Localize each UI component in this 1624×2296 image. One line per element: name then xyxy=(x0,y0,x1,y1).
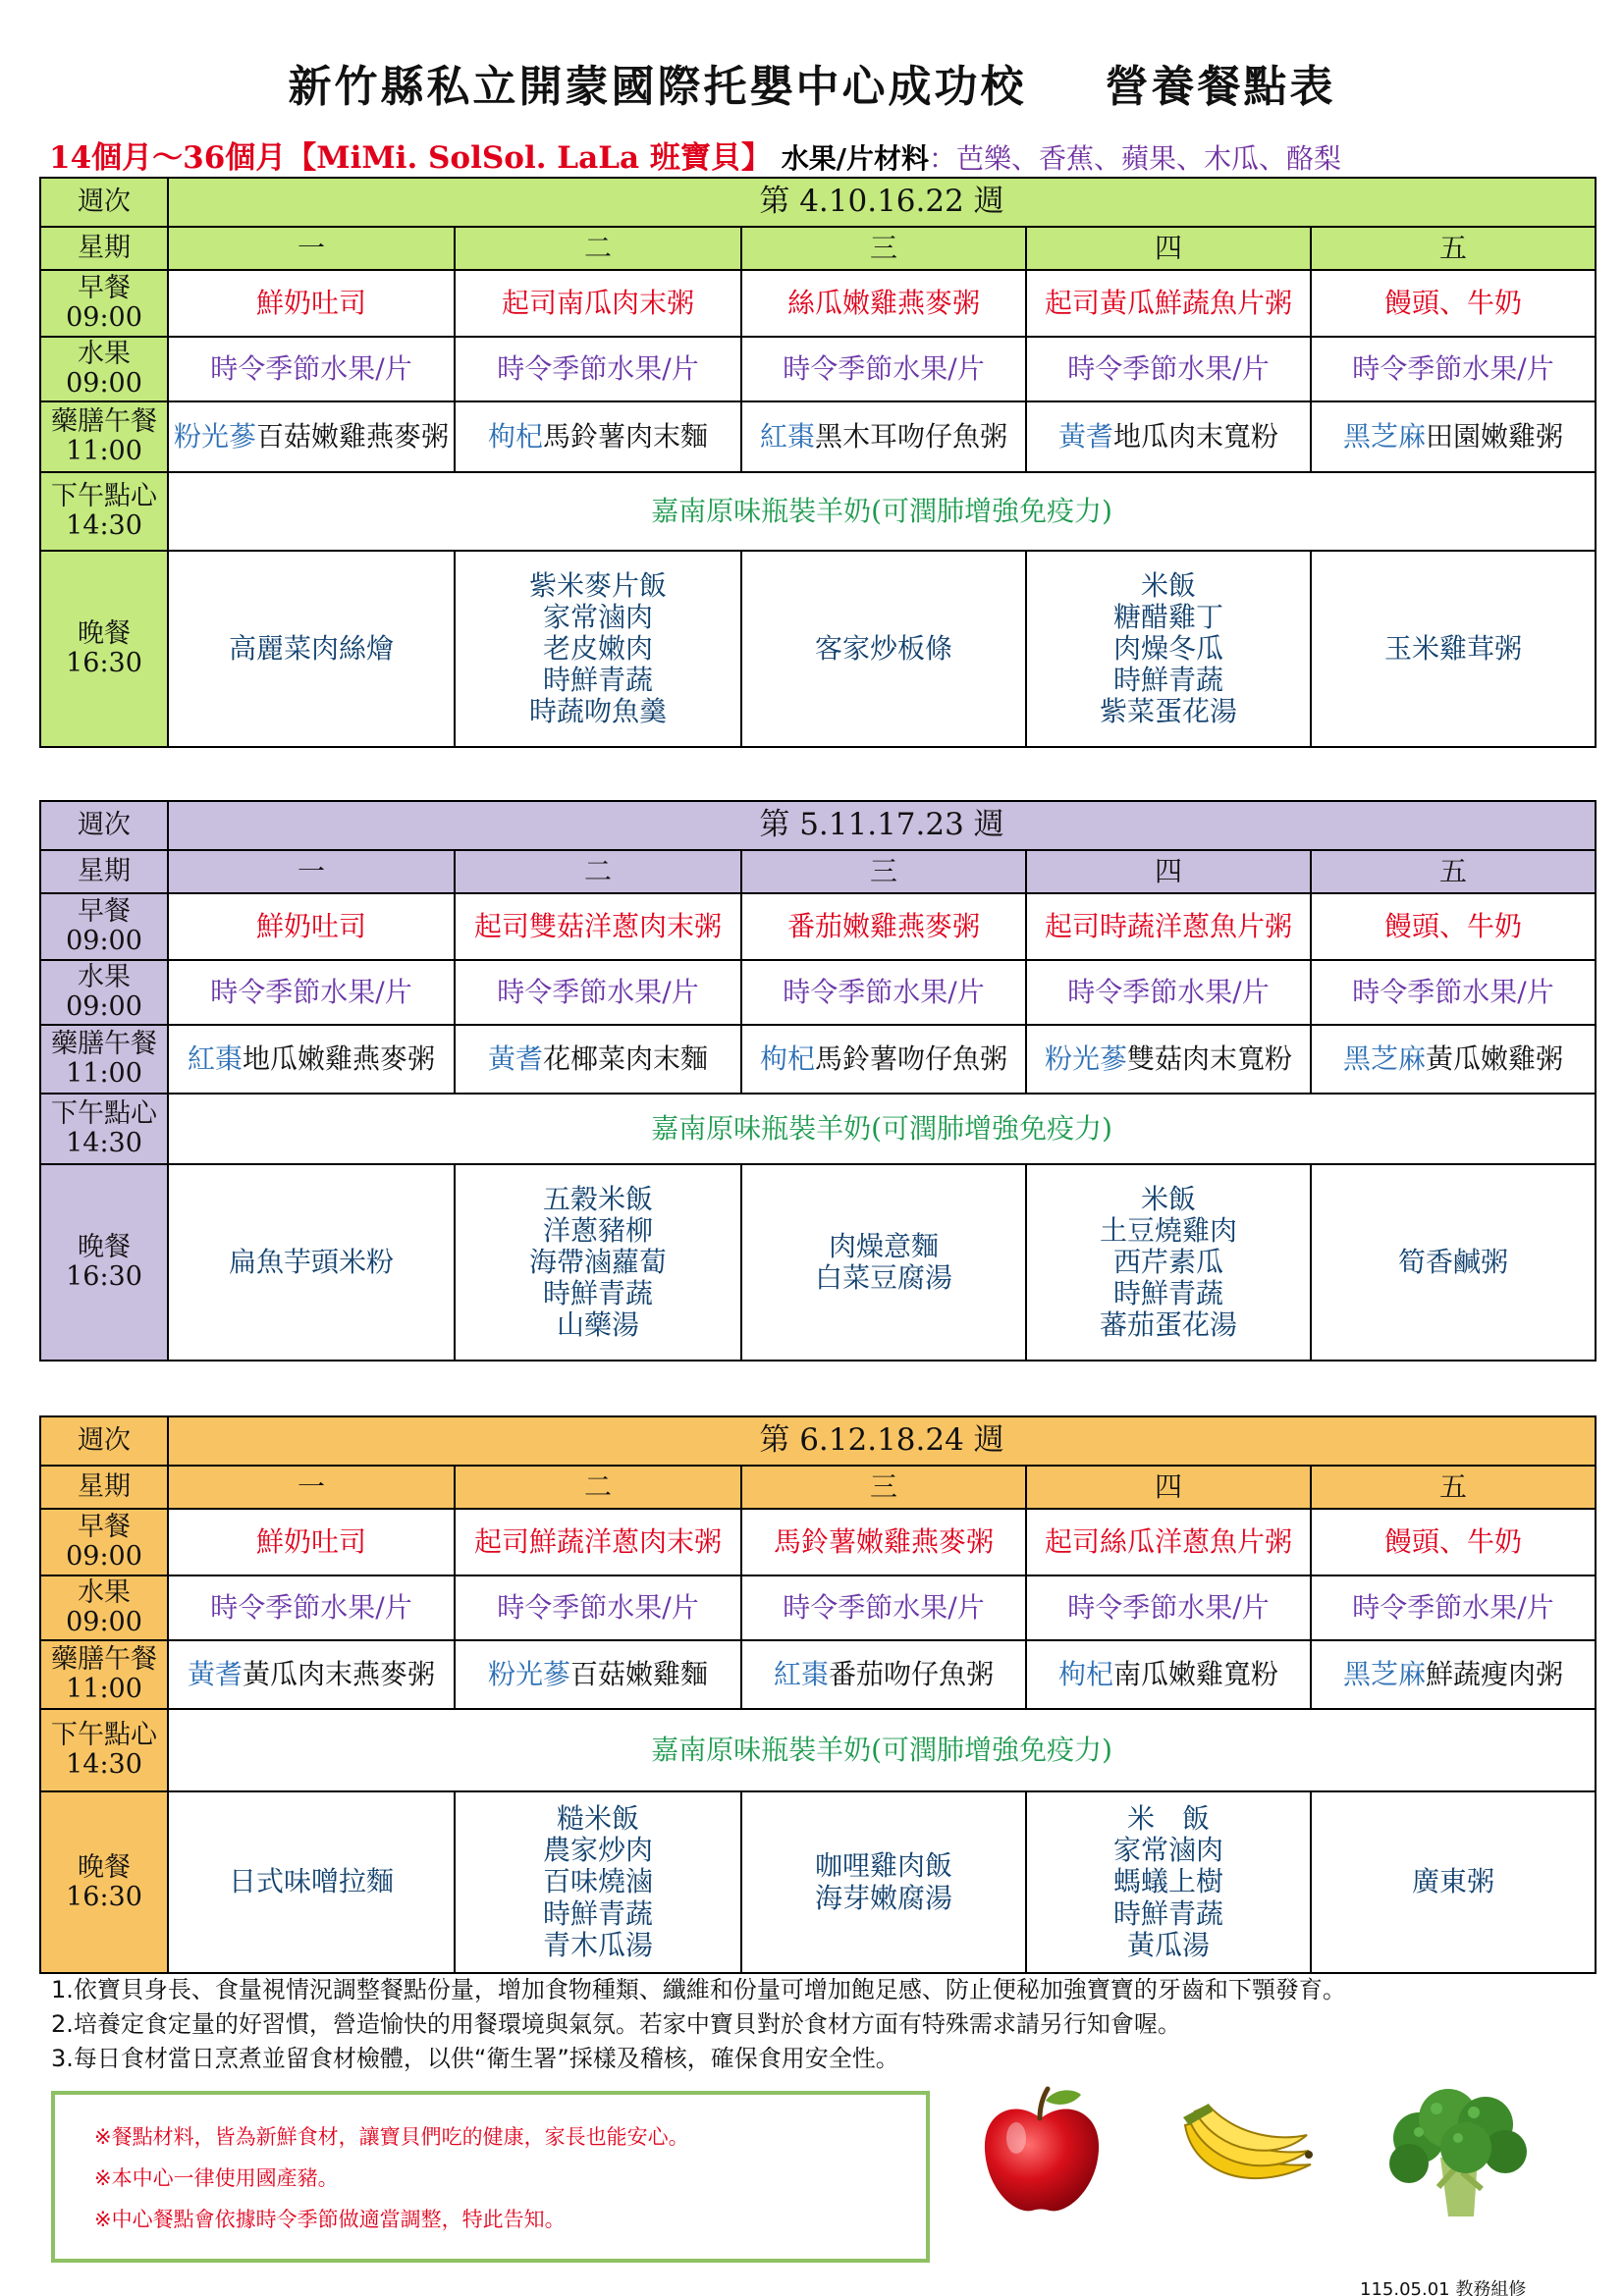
weekday-header: 五 xyxy=(1311,1466,1596,1509)
fruit-label-line: 水果 xyxy=(78,1577,131,1609)
dinner-cell xyxy=(1311,1164,1596,1361)
dinner-item: 肉燥意麵 xyxy=(828,1229,939,1262)
fruit-cell: 時令季節水果/片 xyxy=(1026,1575,1311,1640)
breakfast-label-line: 09:00 xyxy=(66,302,142,333)
fruit-cell: 時令季節水果/片 xyxy=(168,337,455,401)
weekday-header: 四 xyxy=(1026,1466,1311,1509)
dinner-item: 筍香鹹粥 xyxy=(1398,1245,1509,1278)
lunch-dish: 南瓜嫩雞寬粉 xyxy=(1113,1657,1279,1690)
dinner-cell xyxy=(741,1164,1026,1361)
dinner-label-line: 晚餐 xyxy=(78,1851,131,1883)
dinner-item: 五穀米飯 xyxy=(542,1182,653,1215)
lunch-cell xyxy=(455,1025,741,1094)
dinner-item: 廣東粥 xyxy=(1412,1865,1495,1898)
note-item: 1.依寶貝身長、食量視情況調整餐點份量，增加食物種類、纖維和份量可增加飽足感、防止便秘加強寶寶的牙齒和下顎發育。 xyxy=(51,1976,1346,2003)
dinner-cell xyxy=(455,1164,741,1361)
dinner-label-line: 晚餐 xyxy=(78,1232,131,1263)
lunch-row xyxy=(40,1640,1596,1709)
dinner-item: 咖哩雞肉飯 xyxy=(814,1849,952,1883)
dinner-cell xyxy=(168,1164,455,1361)
dinner-row xyxy=(40,1791,1596,1973)
breakfast-cell: 鮮奶吐司 xyxy=(168,893,455,960)
herb-ingredient: 枸杞 xyxy=(487,419,543,453)
weekday-header: 二 xyxy=(455,227,741,270)
week-label: 週次 xyxy=(40,801,168,850)
weekday-header: 五 xyxy=(1311,850,1596,893)
dinner-row xyxy=(40,551,1596,747)
week-row xyxy=(40,801,1596,850)
breakfast-label-line: 09:00 xyxy=(66,926,142,956)
dinner-cell xyxy=(741,1791,1026,1973)
note-item: 3.每日食材當日烹煮並留食材檢體，以供“衛生署”採樣及稽核，確保食用安全性。 xyxy=(51,2044,899,2072)
dinner-cell xyxy=(1311,551,1596,747)
dinner-item: 米 飯 xyxy=(1126,1802,1210,1836)
lunch-cell xyxy=(455,401,741,472)
dinner-cell xyxy=(455,1791,741,1973)
apple-icon xyxy=(977,2081,1105,2218)
menu-table-week-group-3 xyxy=(39,1415,1597,1974)
notice-item: ※本中心一律使用國產豬。 xyxy=(94,2166,339,2190)
lunch-dish: 馬鈴薯吻仔魚粥 xyxy=(815,1041,1008,1075)
herb-ingredient: 枸杞 xyxy=(1057,1657,1113,1690)
dinner-item: 米飯 xyxy=(1140,1182,1196,1215)
dinner-cell xyxy=(1026,1164,1311,1361)
dinner-label-line: 晚餐 xyxy=(78,618,131,650)
lunch-label xyxy=(40,1025,168,1094)
dinner-item: 高麗菜肉絲燴 xyxy=(228,631,394,665)
dinner-item: 螞蟻上樹 xyxy=(1112,1865,1223,1898)
dinner-label xyxy=(40,1791,168,1973)
lunch-dish: 番茄吻仔魚粥 xyxy=(829,1657,995,1690)
breakfast-label-line: 早餐 xyxy=(78,1512,131,1543)
fruit-cell: 時令季節水果/片 xyxy=(1311,337,1596,401)
fruit-label: 水果/片材料 xyxy=(781,142,929,175)
breakfast-cell: 鮮奶吐司 xyxy=(168,270,455,337)
revision-note: 115.05.01 教務組修 xyxy=(1360,2279,1527,2296)
dinner-cell xyxy=(168,1791,455,1973)
fruit-cell: 時令季節水果/片 xyxy=(741,960,1026,1025)
snack-label-line: 下午點心 xyxy=(51,1098,157,1130)
lunch-dish: 黑木耳吻仔魚粥 xyxy=(815,419,1008,453)
fruit-cell: 時令季節水果/片 xyxy=(741,1575,1026,1640)
fruit-cell: 時令季節水果/片 xyxy=(1026,337,1311,401)
dinner-cell xyxy=(455,551,741,747)
weekday-header: 三 xyxy=(741,227,1026,270)
lunch-dish: 田園嫩雞粥 xyxy=(1426,419,1564,453)
breakfast-label-line: 09:00 xyxy=(66,1541,142,1572)
dinner-item: 肉燥冬瓜 xyxy=(1112,631,1223,665)
lunch-cell xyxy=(1311,401,1596,472)
weekday-label: 星期 xyxy=(40,1466,168,1509)
note-item: 2.培養定食定量的好習慣，營造愉快的用餐環境與氣氛。若家中寶貝對於食材方面有特殊需求請另行知會喔。 xyxy=(51,2009,1181,2038)
breakfast-cell: 馬鈴薯嫩雞燕麥粥 xyxy=(741,1509,1026,1575)
fruit-label-line: 09:00 xyxy=(66,991,142,1022)
fruit-cell: 時令季節水果/片 xyxy=(168,1575,455,1640)
fruit-cell: 時令季節水果/片 xyxy=(455,1575,741,1640)
fruit-cell: 時令季節水果/片 xyxy=(455,960,741,1025)
lunch-cell xyxy=(1026,1025,1311,1094)
dinner-item: 土豆燒雞肉 xyxy=(1099,1213,1237,1247)
breakfast-label xyxy=(40,893,168,960)
dinner-item: 蕃茄蛋花湯 xyxy=(1099,1308,1237,1342)
lunch-label-line: 11:00 xyxy=(66,1674,142,1704)
week-title: 第 6.12.18.24 週 xyxy=(168,1416,1596,1466)
notice-item: ※中心餐點會依據時令季節做適當調整，特此告知。 xyxy=(94,2208,566,2231)
fruit-cell: 時令季節水果/片 xyxy=(1311,960,1596,1025)
dinner-item: 老皮嫩肉 xyxy=(542,631,653,665)
breakfast-cell: 饅頭、牛奶 xyxy=(1311,270,1596,337)
dinner-item: 扁魚芋頭米粉 xyxy=(228,1245,394,1278)
breakfast-cell: 鮮奶吐司 xyxy=(168,1509,455,1575)
weekday-header: 五 xyxy=(1311,227,1596,270)
dinner-cell xyxy=(168,551,455,747)
lunch-cell xyxy=(1311,1640,1596,1709)
fruit-label xyxy=(40,1575,168,1640)
breakfast-label-line: 早餐 xyxy=(78,896,131,928)
snack-label-line: 14:30 xyxy=(66,510,142,541)
snack-label xyxy=(40,1709,168,1791)
week-title: 第 5.11.17.23 週 xyxy=(168,801,1596,850)
dinner-row xyxy=(40,1164,1596,1361)
dinner-cell xyxy=(1026,551,1311,747)
notes xyxy=(51,1973,1346,2075)
dinner-item: 海芽嫩腐湯 xyxy=(814,1881,952,1914)
weekday-header: 一 xyxy=(168,1466,455,1509)
weekday-header: 四 xyxy=(1026,850,1311,893)
weekday-header: 一 xyxy=(168,227,455,270)
weekday-header: 四 xyxy=(1026,227,1311,270)
dinner-item: 糖醋雞丁 xyxy=(1112,600,1223,633)
dinner-label xyxy=(40,551,168,747)
dinner-cell xyxy=(1026,1791,1311,1973)
snack-row xyxy=(40,472,1596,551)
broccoli-icon xyxy=(1380,2079,1537,2221)
dinner-item: 玉米雞茸粥 xyxy=(1384,631,1523,665)
herb-ingredient: 紅棗 xyxy=(773,1657,829,1690)
dinner-item: 西芹素瓜 xyxy=(1112,1245,1223,1278)
weekday-header: 三 xyxy=(741,850,1026,893)
lunch-cell xyxy=(741,401,1026,472)
snack-row xyxy=(40,1094,1596,1164)
fruit-cell: 時令季節水果/片 xyxy=(455,337,741,401)
weekday-header: 二 xyxy=(455,850,741,893)
fruit-row xyxy=(40,960,1596,1025)
breakfast-cell: 番茄嫩雞燕麥粥 xyxy=(741,893,1026,960)
snack-label-line: 14:30 xyxy=(66,1749,142,1780)
weekday-header: 一 xyxy=(168,850,455,893)
dinner-item: 糙米飯 xyxy=(556,1802,639,1836)
snack-label-line: 下午點心 xyxy=(51,481,157,512)
fruit-label-line: 09:00 xyxy=(66,368,142,399)
lunch-cell xyxy=(168,1025,455,1094)
fruit-row xyxy=(40,337,1596,401)
snack-cell: 嘉南原味瓶裝羊奶(可潤肺增強免疫力) xyxy=(168,472,1596,551)
lunch-label-line: 11:00 xyxy=(66,1058,142,1089)
lunch-dish: 黃瓜肉末燕麥粥 xyxy=(243,1657,436,1690)
week-label: 週次 xyxy=(40,1416,168,1466)
snack-label xyxy=(40,472,168,551)
lunch-dish: 花椰菜肉末麵 xyxy=(543,1041,709,1075)
breakfast-label-line: 早餐 xyxy=(78,273,131,304)
lunch-cell xyxy=(168,1640,455,1709)
lunch-label xyxy=(40,1640,168,1709)
dinner-item: 時蔬吻魚羹 xyxy=(528,695,667,728)
document-name: 營養餐點表 xyxy=(1105,62,1336,112)
dinner-item: 客家炒板條 xyxy=(814,631,952,665)
snack-cell: 嘉南原味瓶裝羊奶(可潤肺增強免疫力) xyxy=(168,1709,1596,1791)
breakfast-row xyxy=(40,893,1596,960)
weekday-header: 三 xyxy=(741,1466,1026,1509)
herb-ingredient: 粉光蔘 xyxy=(173,419,256,453)
snack-label-line: 14:30 xyxy=(66,1128,142,1158)
breakfast-cell: 饅頭、牛奶 xyxy=(1311,893,1596,960)
dinner-item: 時鮮青蔬 xyxy=(1112,1277,1223,1310)
fruit-label xyxy=(40,960,168,1025)
lunch-dish: 百菇嫩雞麵 xyxy=(570,1657,709,1690)
dinner-item: 時鮮青蔬 xyxy=(542,1277,653,1310)
dinner-label xyxy=(40,1164,168,1361)
fruit-cell: 時令季節水果/片 xyxy=(168,960,455,1025)
menu-table-week-group-1 xyxy=(39,177,1597,748)
herb-ingredient: 黃耆 xyxy=(1057,419,1113,453)
dinner-label-line: 16:30 xyxy=(66,1261,142,1292)
dinner-label-line: 16:30 xyxy=(66,1881,142,1912)
dinner-item: 青木瓜湯 xyxy=(542,1928,653,1961)
weekday-row xyxy=(40,1466,1596,1509)
breakfast-label xyxy=(40,270,168,337)
notice-item: ※餐點材料，皆為新鮮食材，讓寶貝們吃的健康，家長也能安心。 xyxy=(94,2125,689,2149)
breakfast-cell: 絲瓜嫩雞燕麥粥 xyxy=(741,270,1026,337)
dinner-item: 海帶滷蘿蔔 xyxy=(528,1245,667,1278)
dinner-item: 洋蔥豬柳 xyxy=(542,1213,653,1247)
lunch-dish: 鮮蔬瘦肉粥 xyxy=(1426,1657,1564,1690)
lunch-row xyxy=(40,401,1596,472)
dinner-item: 時鮮青蔬 xyxy=(542,664,653,697)
dinner-item: 農家炒肉 xyxy=(542,1834,653,1867)
fruit-label xyxy=(40,337,168,401)
lunch-cell xyxy=(455,1640,741,1709)
lunch-label-line: 11:00 xyxy=(66,436,142,466)
dinner-item: 日式味噌拉麵 xyxy=(228,1865,394,1898)
week-label: 週次 xyxy=(40,178,168,227)
dinner-item: 米飯 xyxy=(1140,568,1196,602)
age-class-label: 14個月～36個月【MiMi. SolSol. LaLa 班寶貝】 xyxy=(49,140,772,176)
lunch-dish: 地瓜肉末寬粉 xyxy=(1113,419,1279,453)
dinner-item: 紫米麥片飯 xyxy=(528,568,667,602)
weekday-row xyxy=(40,850,1596,893)
breakfast-label xyxy=(40,1509,168,1575)
weekday-label: 星期 xyxy=(40,850,168,893)
breakfast-cell: 起司鮮蔬洋蔥肉末粥 xyxy=(455,1509,741,1575)
dinner-label-line: 16:30 xyxy=(66,648,142,678)
breakfast-cell: 饅頭、牛奶 xyxy=(1311,1509,1596,1575)
school-name: 新竹縣私立開蒙國際托嬰中心成功校 xyxy=(288,62,1027,112)
notice-box xyxy=(51,2091,930,2263)
dinner-item: 家常滷肉 xyxy=(1112,1834,1223,1867)
breakfast-cell: 起司雙菇洋蔥肉末粥 xyxy=(455,893,741,960)
dinner-item: 紫菜蛋花湯 xyxy=(1099,695,1237,728)
fruit-cell: 時令季節水果/片 xyxy=(1311,1575,1596,1640)
breakfast-row xyxy=(40,270,1596,337)
dinner-item: 時鮮青蔬 xyxy=(1112,664,1223,697)
herb-ingredient: 粉光蔘 xyxy=(487,1657,570,1690)
lunch-label xyxy=(40,401,168,472)
herb-ingredient: 黃耆 xyxy=(187,1657,243,1690)
breakfast-cell: 起司時蔬洋蔥魚片粥 xyxy=(1026,893,1311,960)
fruit-label-line: 09:00 xyxy=(66,1607,142,1637)
lunch-label-line: 藥膳午餐 xyxy=(51,1029,157,1060)
dinner-item: 時鮮青蔬 xyxy=(1112,1896,1223,1930)
herb-ingredient: 粉光蔘 xyxy=(1044,1041,1127,1075)
snack-label xyxy=(40,1094,168,1164)
fruit-cell: 時令季節水果/片 xyxy=(1026,960,1311,1025)
lunch-dish: 地瓜嫩雞燕麥粥 xyxy=(243,1041,436,1075)
fruit-cell: 時令季節水果/片 xyxy=(741,337,1026,401)
breakfast-cell: 起司黃瓜鮮蔬魚片粥 xyxy=(1026,270,1311,337)
lunch-dish: 馬鈴薯肉末麵 xyxy=(543,419,709,453)
dinner-item: 山藥湯 xyxy=(556,1308,639,1342)
herb-ingredient: 紅棗 xyxy=(187,1041,243,1075)
dinner-cell xyxy=(741,551,1026,747)
dinner-item: 白菜豆腐湯 xyxy=(814,1261,952,1294)
lunch-label-line: 藥膳午餐 xyxy=(51,406,157,438)
week-row xyxy=(40,178,1596,227)
lunch-cell xyxy=(1026,1640,1311,1709)
menu-table-week-group-2 xyxy=(39,800,1597,1362)
dinner-item: 家常滷肉 xyxy=(542,600,653,633)
lunch-cell xyxy=(168,401,455,472)
herb-ingredient: 枸杞 xyxy=(759,1041,815,1075)
subtitle xyxy=(49,133,1341,177)
snack-row xyxy=(40,1709,1596,1791)
dinner-item: 時鮮青蔬 xyxy=(542,1896,653,1930)
fruit-list: ：芭樂、香蕉、蘋果、木瓜、酪梨 xyxy=(928,142,1341,175)
herb-ingredient: 紅棗 xyxy=(759,419,815,453)
lunch-row xyxy=(40,1025,1596,1094)
lunch-dish: 黃瓜嫩雞粥 xyxy=(1426,1041,1564,1075)
dinner-item: 黃瓜湯 xyxy=(1126,1928,1210,1961)
fruit-label-line: 水果 xyxy=(78,339,131,370)
snack-label-line: 下午點心 xyxy=(51,1720,157,1751)
weekday-row xyxy=(40,227,1596,270)
snack-cell: 嘉南原味瓶裝羊奶(可潤肺增強免疫力) xyxy=(168,1094,1596,1164)
lunch-cell xyxy=(741,1640,1026,1709)
lunch-dish: 百菇嫩雞燕麥粥 xyxy=(256,419,450,453)
herb-ingredient: 黃耆 xyxy=(487,1041,543,1075)
weekday-label: 星期 xyxy=(40,227,168,270)
lunch-label-line: 藥膳午餐 xyxy=(51,1644,157,1676)
lunch-cell xyxy=(1026,401,1311,472)
weekday-header: 二 xyxy=(455,1466,741,1509)
breakfast-row xyxy=(40,1509,1596,1575)
dinner-item: 百味燒滷 xyxy=(542,1865,653,1898)
herb-ingredient: 黑芝麻 xyxy=(1343,1041,1427,1075)
lunch-dish: 雙菇肉末寬粉 xyxy=(1127,1041,1293,1075)
dinner-cell xyxy=(1311,1791,1596,1973)
page-title xyxy=(0,51,1624,114)
lunch-cell xyxy=(741,1025,1026,1094)
lunch-cell xyxy=(1311,1025,1596,1094)
breakfast-cell: 起司南瓜肉末粥 xyxy=(455,270,741,337)
week-title: 第 4.10.16.22 週 xyxy=(168,178,1596,227)
herb-ingredient: 黑芝麻 xyxy=(1343,1657,1427,1690)
herb-ingredient: 黑芝麻 xyxy=(1343,419,1427,453)
week-row xyxy=(40,1416,1596,1466)
banana-icon xyxy=(1173,2096,1321,2204)
breakfast-cell: 起司絲瓜洋蔥魚片粥 xyxy=(1026,1509,1311,1575)
fruit-label-line: 水果 xyxy=(78,962,131,993)
fruit-row xyxy=(40,1575,1596,1640)
